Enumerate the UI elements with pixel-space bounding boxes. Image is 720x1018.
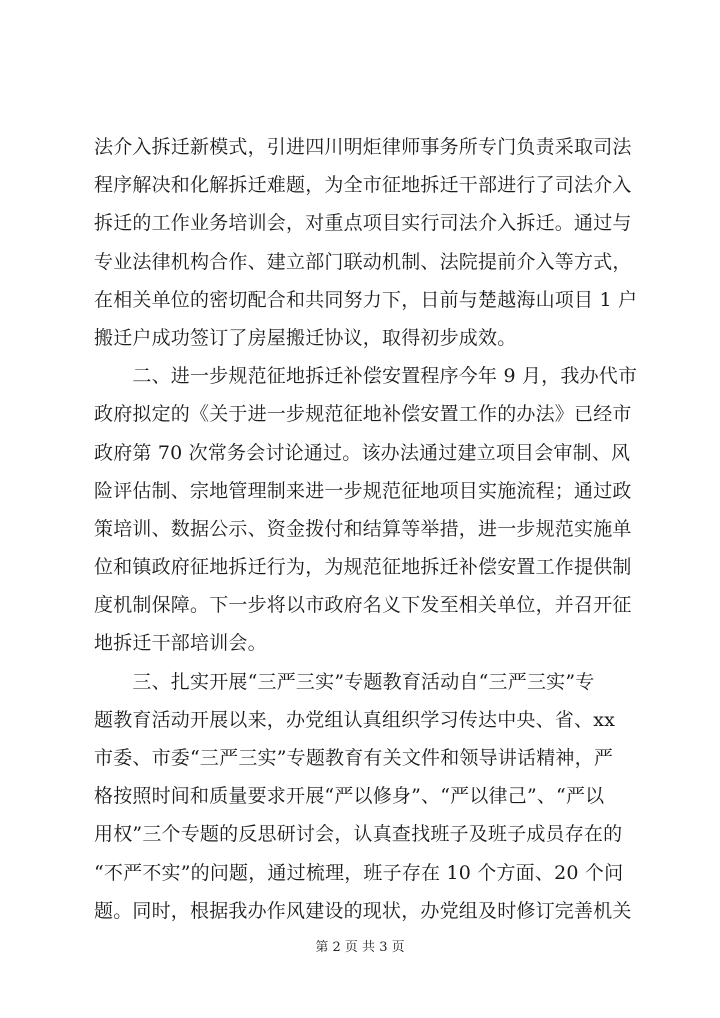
text-line: 策培训、数据公示、资金拨付和结算等举措，进一步规范实施单 [94, 517, 632, 540]
text-line: 题教育活动开展以来，办党组认真组织学习传达中央、省、xx [94, 708, 616, 731]
text-line: 格按照时间和质量要求开展“严以修身”、“严以律己”、“严以 [94, 785, 605, 808]
text-line: 位和镇政府征地拆迁行为，为规范征地拆迁补偿安置工作提供制 [94, 556, 632, 579]
text-line: “不严不实”的问题，通过梳理，班子存在 10 个方面、20 个问 [94, 861, 624, 884]
text-line: 在相关单位的密切配合和共同努力下，日前与楚越海山项目 1 户 [94, 288, 638, 311]
text-line: 搬迁户成功签订了房屋搬迁协议，取得初步成效。 [94, 326, 517, 349]
page-number-footer: 第 2 页 共 3 页 [315, 940, 405, 955]
text-line: 法介入拆迁新模式，引进四川明炬律师事务所专门负责采取司法 [94, 136, 632, 158]
text-line: 程序解决和化解拆迁难题，为全市征地拆迁干部进行了司法介入 [94, 174, 632, 197]
text-line: 政府拟定的《关于进一步规范征地补偿安置工作的办法》已经市 [94, 403, 632, 426]
text-line: 题。同时，根据我办作风建设的现状，办党组及时修订完善机关 [94, 899, 632, 922]
text-line: 度机制保障。下一步将以市政府名义下发至相关单位，并召开征 [94, 594, 632, 617]
text-line: 三、扎实开展“三严三实”专题教育活动自“三严三实”专 [94, 670, 595, 693]
text-line: 拆迁的工作业务培训会，对重点项目实行司法介入拆迁。通过与 [94, 212, 632, 235]
text-line: 险评估制、宗地管理制来进一步规范征地项目实施流程；通过政 [94, 479, 632, 502]
text-line: 用权”三个专题的反思研讨会，认真查找班子及班子成员存在的 [94, 823, 623, 846]
text-line: 市委、市委“三严三实”专题教育有关文件和领导讲话精神，严 [94, 747, 614, 769]
text-line: 二、进一步规范征地拆迁补偿安置程序今年 9 月，我办代市 [94, 365, 638, 388]
text-line: 地拆迁干部培训会。 [94, 632, 267, 655]
text-line: 政府第 70 次常务会讨论通过。该办法通过建立项目会审制、风 [94, 441, 631, 464]
body-text [94, 128, 654, 930]
text-line: 专业法律机构合作、建立部门联动机制、法院提前介入等方式， [94, 250, 632, 273]
